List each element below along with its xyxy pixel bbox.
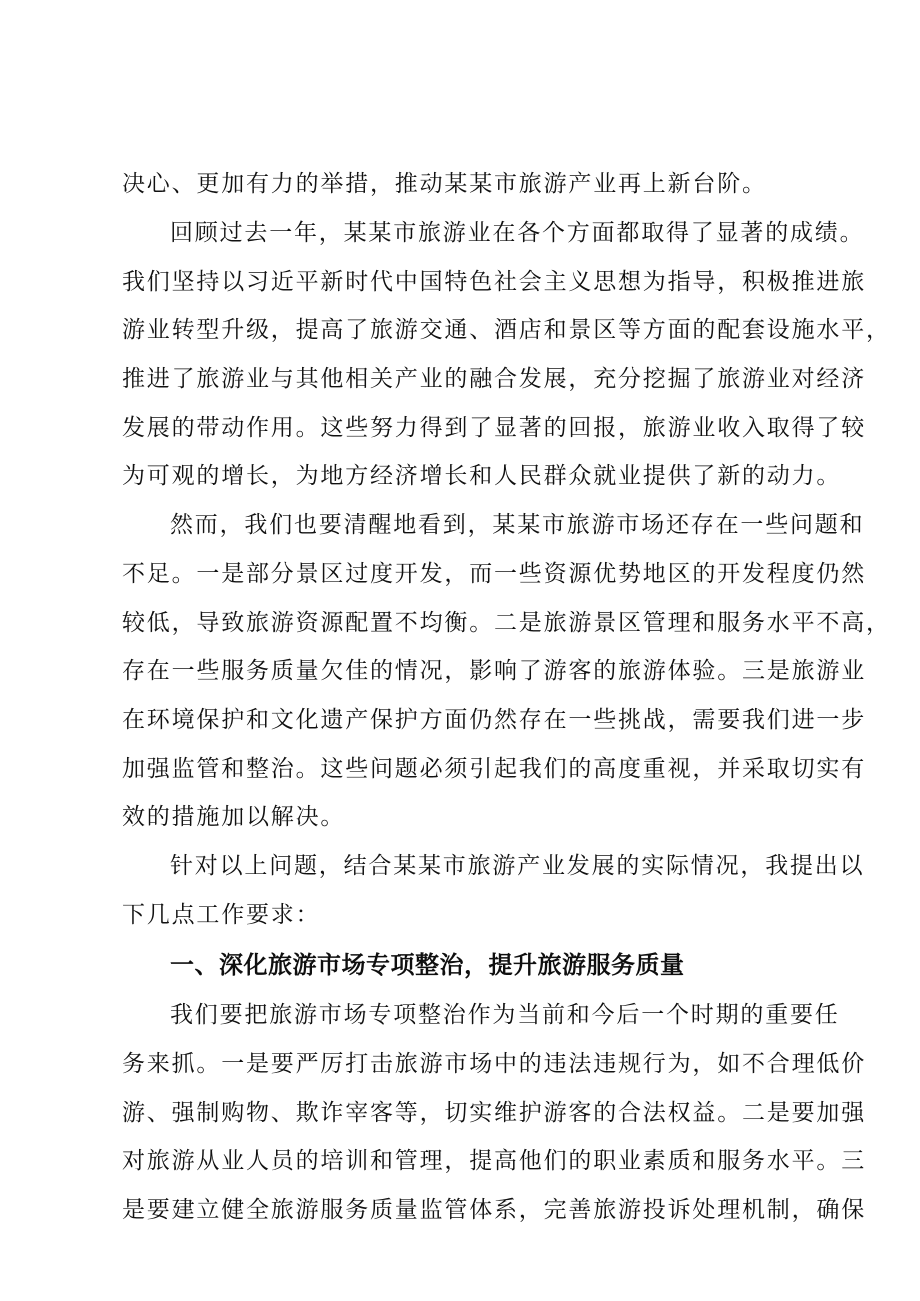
text-line: 是要建立健全旅游服务质量监管体系，完善旅游投诉处理机制，确保 xyxy=(122,1197,866,1223)
text-line: 游业转型升级，提高了旅游交通、酒店和景区等方面的配套设施水平， xyxy=(122,317,891,343)
section-heading: 一、深化旅游市场专项整治，提升旅游服务质量 xyxy=(170,951,685,979)
text-line: 然而，我们也要清醒地看到，某某市旅游市场还存在一些问题和 xyxy=(170,512,865,538)
text-line: 效的措施加以解决。 xyxy=(122,804,346,830)
text-line: 回顾过去一年，某某市旅游业在各个方面都取得了显著的成绩。 xyxy=(170,220,865,246)
text-line: 为可观的增长，为地方经济增长和人民群众就业提供了新的动力。 xyxy=(122,463,842,489)
text-line: 存在一些服务质量欠佳的情况，影响了游客的旅游体验。三是旅游业 xyxy=(122,658,866,684)
text-line: 针对以上问题，结合某某市旅游产业发展的实际情况，我提出以 xyxy=(170,853,865,879)
text-line: 较低，导致旅游资源配置不均衡。二是旅游景区管理和服务水平不高， xyxy=(122,610,891,636)
text-line: 加强监管和整治。这些问题必须引起我们的高度重视，并采取切实有 xyxy=(122,756,866,782)
text-line: 我们坚持以习近平新时代中国特色社会主义思想为指导，积极推进旅 xyxy=(122,269,866,295)
text-line: 决心、更加有力的举措，推动某某市旅游产业再上新台阶。 xyxy=(122,171,767,197)
text-line: 下几点工作要求： xyxy=(122,902,321,928)
text-line: 务来抓。一是要严厉打击旅游市场中的违法违规行为，如不合理低价 xyxy=(122,1051,866,1077)
text-line: 我们要把旅游市场专项整治作为当前和今后一个时期的重要任 xyxy=(170,1002,840,1028)
text-line: 对旅游从业人员的培训和管理，提高他们的职业素质和服务水平。三 xyxy=(122,1148,866,1174)
text-line: 在环境保护和文化遗产保护方面仍然存在一些挑战，需要我们进一步 xyxy=(122,707,866,733)
text-line: 不足。一是部分景区过度开发，而一些资源优势地区的开发程度仍然 xyxy=(122,561,866,587)
text-line: 推进了旅游业与其他相关产业的融合发展，充分挖掘了旅游业对经济 xyxy=(122,366,866,392)
text-line: 发展的带动作用。这些努力得到了显著的回报，旅游业收入取得了较 xyxy=(122,415,866,441)
text-line: 游、强制购物、欺诈宰客等，切实维护游客的合法权益。二是要加强 xyxy=(122,1100,866,1126)
